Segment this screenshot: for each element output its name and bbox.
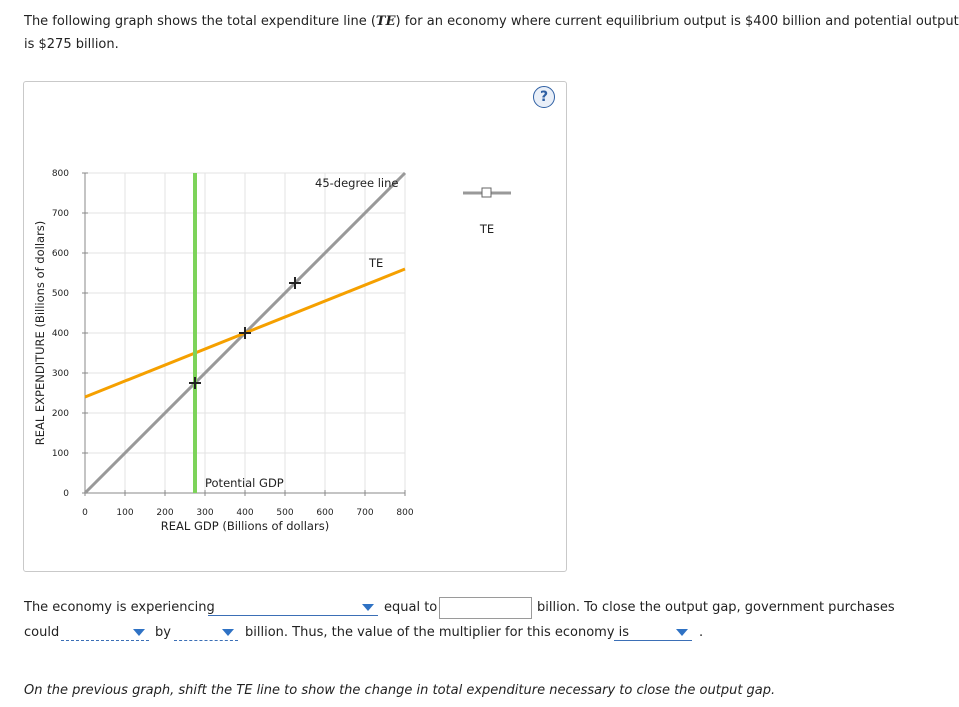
q1-suffix: billion. To close the output gap, government purchases [537,600,895,615]
q2-mid: billion. Thus, the value of the multiplier for this economy is [245,625,630,640]
label-layer [33,176,511,533]
te-tool-label: TE [479,222,495,236]
help-icon[interactable]: ? [533,86,555,108]
x-tick-label: 300 [196,508,214,518]
te-symbol: TE [375,14,396,29]
chevron-down-icon [362,604,374,611]
y-tick-label: 700 [51,209,69,219]
multiplier-dropdown[interactable] [614,623,692,641]
y-tick-label: 800 [51,169,69,179]
x-tick-label: 200 [156,508,174,518]
x-tick-label: 800 [396,508,414,518]
x-tick-label: 100 [116,508,134,518]
q1-mid: equal to [384,600,438,615]
chevron-down-icon [676,629,688,636]
y-tick-label: 200 [51,409,69,419]
x-axis-title: REAL GDP (Billions of dollars) [160,519,330,533]
q2-by: by [155,625,171,640]
x-tick-label: 700 [356,508,374,518]
y-tick-label: 100 [51,449,69,459]
chevron-down-icon [222,629,234,636]
prompt-text-a: The following graph shows the total expenditure line ( [24,14,376,29]
te-tool-handle [482,188,491,197]
chevron-down-icon [133,629,145,636]
x-tick-label: 500 [276,508,294,518]
gap-type-dropdown[interactable] [208,598,378,616]
y-tick-label: 300 [51,369,69,379]
y-axis-title: REAL EXPENDITURE (Billions of dollars) [33,220,47,446]
direction-dropdown[interactable] [61,623,149,641]
y-tick-label: 500 [51,289,69,299]
gap-amount-input[interactable] [439,597,532,619]
y-tick-label: 600 [51,249,69,259]
x-tick-label: 0 [82,508,88,518]
prompt-text-line2: is $275 billion. [24,37,119,52]
label-te: TE [369,256,384,270]
q2-prefix: could [24,625,60,640]
label-potential-gdp: Potential GDP [205,476,284,490]
q1-prefix: The economy is experiencing [24,600,215,615]
q2-end: . [699,625,704,640]
prompt-text-b: ) for an economy where current equilibrium output is $400 billion and potential output [395,14,959,29]
y-tick-label: 0 [63,489,69,499]
x-tick-label: 400 [236,508,254,518]
y-tick-label: 400 [51,329,69,339]
label-45-degree: 45-degree line [315,176,399,190]
x-tick-label: 600 [316,508,334,518]
instruction-text: On the previous graph, shift the TE line to show the change in total expenditure necessary to close the output gap. [24,683,776,698]
amount-dropdown[interactable] [174,623,238,641]
te-tool-legend[interactable] [463,188,511,236]
